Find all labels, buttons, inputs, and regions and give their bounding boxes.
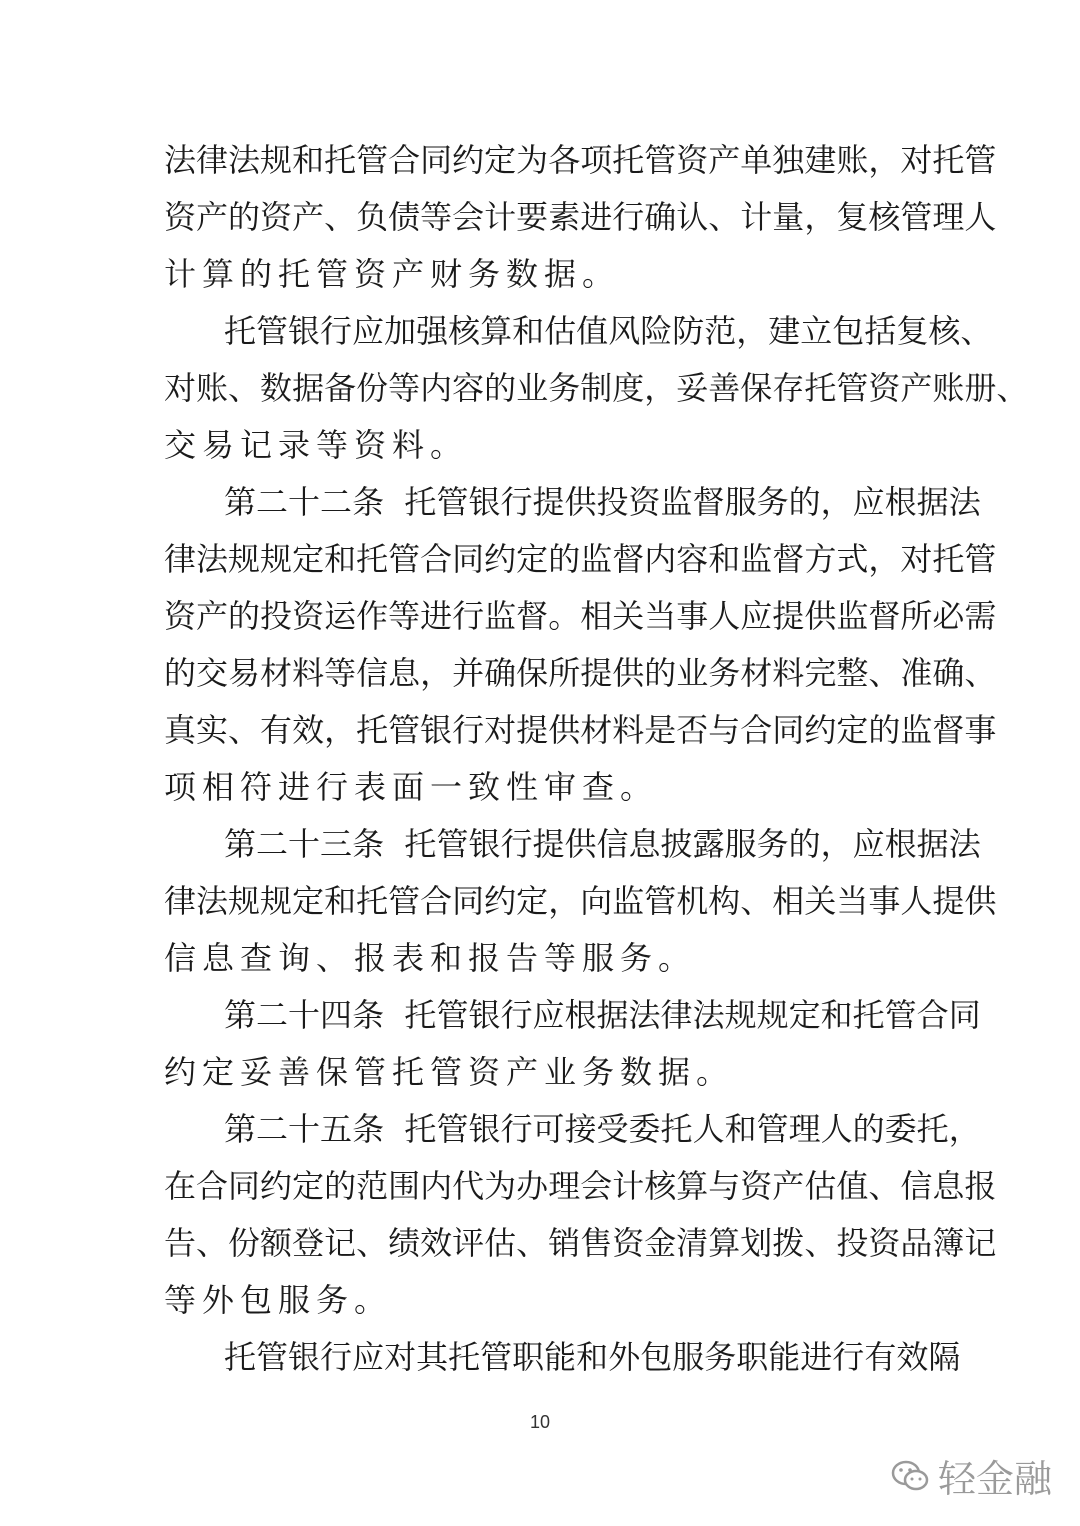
text-line: 计算的托管资产财务数据。	[164, 255, 621, 293]
article-25-first-line: 第 二 十 五 条 托 管 银 行 可 接 受 委 托 人 和 管 理 人 的 委 托 ，	[224, 1110, 981, 1148]
text-line: 托 管 银 行 应 对 其 托 管 职 能 和 外 包 服 务 职 能 进 行 有 效 隔	[224, 1338, 961, 1376]
text-line: 约定妥善保管托管资产业务数据。	[164, 1053, 735, 1091]
text-line: 资 产 的 投 资 运 作 等 进 行 监 督 。 相 关 当 事 人 应 提 供 监 督 所 必 需	[164, 597, 997, 635]
text-line: 真 实 、 有 效 ， 托 管 银 行 对 提 供 材 料 是 否 与 合 同 约 定 的 监 督 事	[164, 711, 997, 749]
text-line: 对 账 、 数 据 备 份 等 内 容 的 业 务 制 度 ， 妥 善 保 存 托 管 资 产 账 册 、	[164, 369, 1029, 407]
text-line: 托 管 银 行 应 加 强 核 算 和 估 值 风 险 防 范 ， 建 立 包 括 复 核 、	[224, 312, 993, 350]
text-line: 的 交 易 材 料 等 信 息 ， 并 确 保 所 提 供 的 业 务 材 料 完 整 、 准 确 、	[164, 654, 997, 692]
text-line: 律 法 规 规 定 和 托 管 合 同 约 定 的 监 督 内 容 和 监 督 方 式 ， 对 托 管	[164, 540, 997, 578]
page-number: 10	[529, 1412, 551, 1432]
text-line: 等外包服务。	[164, 1281, 393, 1319]
wechat-icon	[890, 1458, 930, 1494]
watermark	[890, 1448, 1052, 1503]
text-line: 信息查询、报表和报告等服务。	[164, 939, 697, 977]
text-line: 在 合 同 约 定 的 范 围 内 代 为 办 理 会 计 核 算 与 资 产 估 值 、 信 息 报	[164, 1167, 997, 1205]
article-22-first-line: 第 二 十 二 条 托 管 银 行 提 供 投 资 监 督 服 务 的 ， 应 根 据 法	[224, 483, 981, 521]
text-line: 法 律 法 规 和 托 管 合 同 约 定 为 各 项 托 管 资 产 单 独 建 账 ， 对 托 管	[164, 141, 997, 179]
article-23-first-line: 第 二 十 三 条 托 管 银 行 提 供 信 息 披 露 服 务 的 ， 应 根 据 法	[224, 825, 981, 863]
text-line: 律 法 规 规 定 和 托 管 合 同 约 定 ， 向 监 管 机 构 、 相 关 当 事 人 提 供	[164, 882, 997, 920]
text-line: 告 、 份 额 登 记 、 绩 效 评 估 、 销 售 资 金 清 算 划 拨 、 投 资 品 簿 记	[164, 1224, 997, 1262]
text-line: 项相符进行表面一致性审查。	[164, 768, 659, 806]
article-24-first-line: 第 二 十 四 条 托 管 银 行 应 根 据 法 律 法 规 规 定 和 托 管 合 同	[224, 996, 981, 1034]
text-line: 交易记录等资料。	[164, 426, 469, 464]
watermark-text: 轻金融	[937, 1457, 1052, 1501]
text-line: 资 产 的 资 产 、 负 债 等 会 计 要 素 进 行 确 认 、 计 量 ， 复 核 管 理 人	[164, 198, 997, 236]
